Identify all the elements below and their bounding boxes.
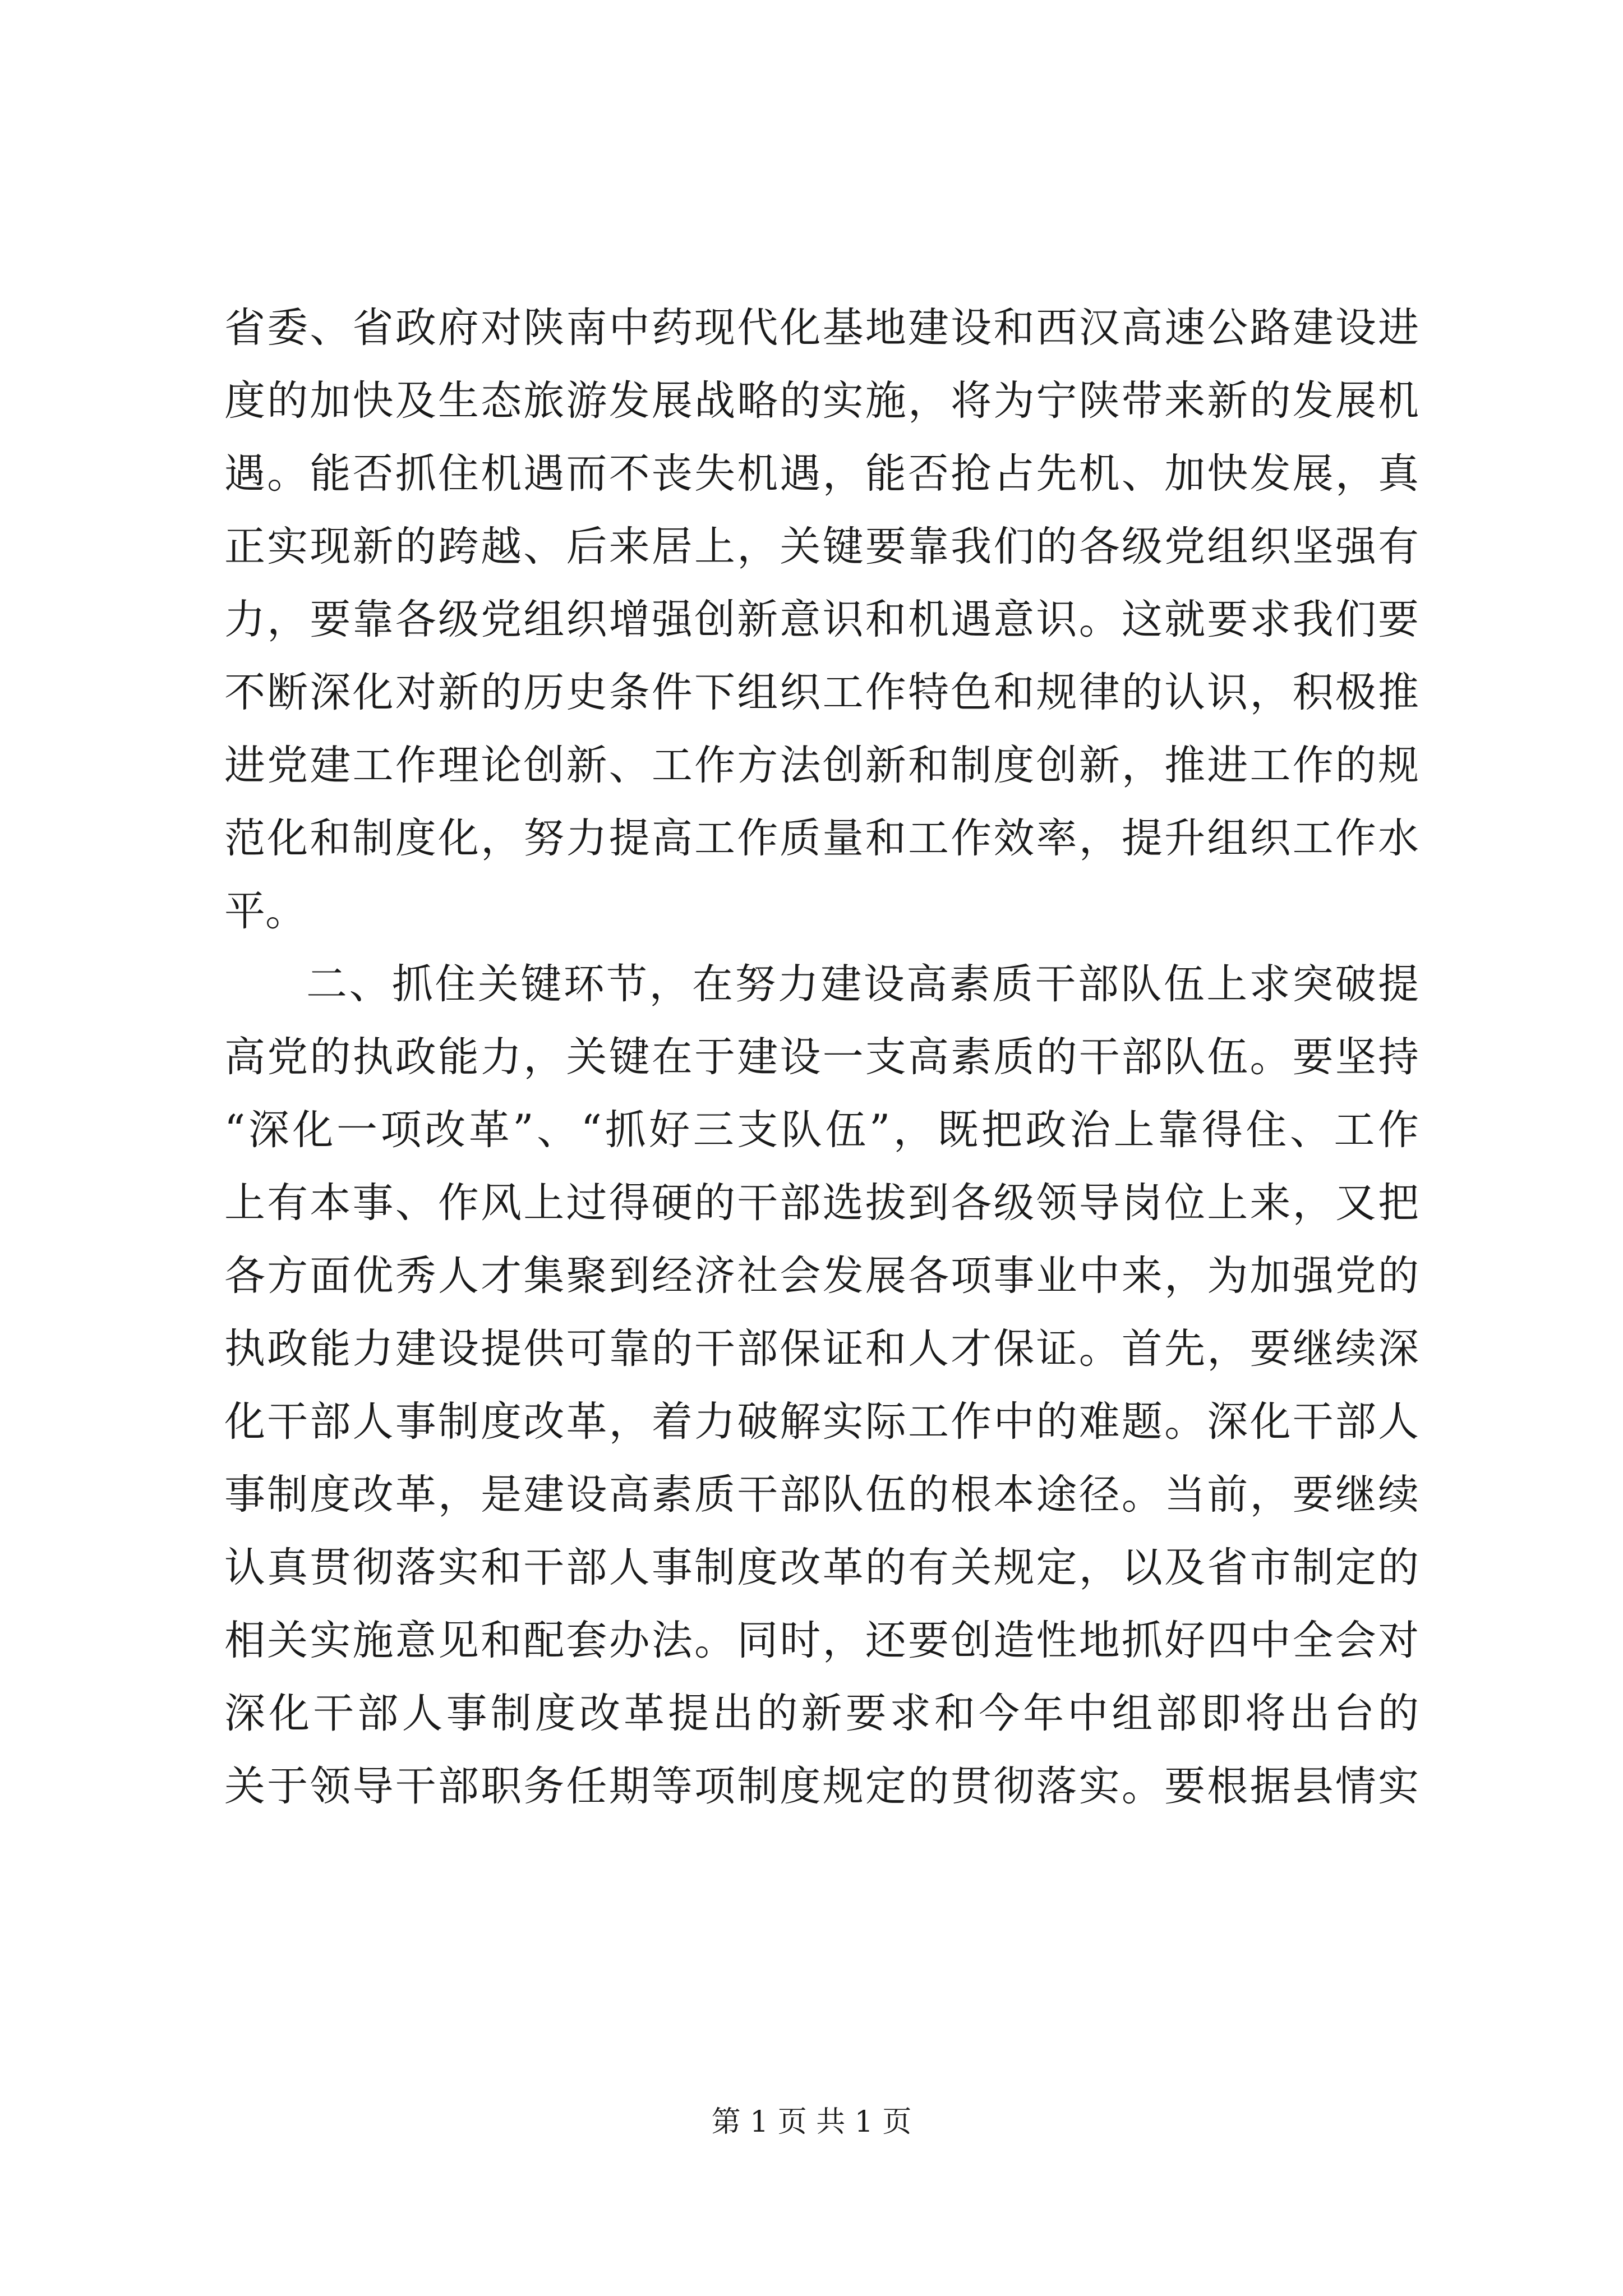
text-line: 力，要靠各级党组织增强创新意识和机遇意识。这就要求我们要	[224, 596, 1419, 643]
text-line: 平。	[224, 887, 306, 935]
text-line: 深化干部人事制度改革提出的新要求和今年中组部即将出台的	[224, 1690, 1419, 1737]
text-line: 化干部人事制度改革，着力破解实际工作中的难题。深化干部人	[224, 1398, 1419, 1446]
text-line: 高党的执政能力，关键在于建设一支高素质的干部队伍。要坚持	[224, 1033, 1419, 1081]
section-heading-line: 二、抓住关键环节，在努力建设高素质干部队伍上求突破提	[306, 960, 1419, 1008]
text-line: 执政能力建设提供可靠的干部保证和人才保证。首先，要继续深	[224, 1325, 1419, 1373]
text-line: 进党建工作理论创新、工作方法创新和制度创新，推进工作的规	[224, 742, 1419, 789]
text-line: 相关实施意见和配套办法。同时，还要创造性地抓好四中全会对	[224, 1617, 1419, 1664]
text-line: 上有本事、作风上过得硬的干部选拔到各级领导岗位上来，又把	[224, 1179, 1419, 1227]
text-line: 范化和制度化，努力提高工作质量和工作效率，提升组织工作水	[224, 815, 1419, 862]
text-line: 度的加快及生态旅游发展战略的实施，将为宁陕带来新的发展机	[224, 377, 1419, 425]
text-line: 各方面优秀人才集聚到经济社会发展各项事业中来，为加强党的	[224, 1252, 1419, 1300]
page-number-footer: 第 1 页 共 1 页	[711, 2105, 912, 2139]
document-body	[224, 292, 1419, 1823]
text-line: 关于领导干部职务任期等项制度规定的贯彻落实。要根据县情实	[224, 1763, 1419, 1810]
text-line: 认真贯彻落实和干部人事制度改革的有关规定，以及省市制定的	[224, 1544, 1419, 1591]
text-line: 不断深化对新的历史条件下组织工作特色和规律的认识，积极推	[224, 669, 1419, 716]
text-line: 事制度改革，是建设高素质干部队伍的根本途径。当前，要继续	[224, 1471, 1419, 1519]
text-line: 遇。能否抓住机遇而不丧失机遇，能否抢占先机、加快发展，真	[224, 450, 1419, 498]
text-line: 省委、省政府对陕南中药现代化基地建设和西汉高速公路建设进	[224, 304, 1419, 352]
text-line: 正实现新的跨越、后来居上，关键要靠我们的各级党组织坚强有	[224, 523, 1419, 570]
text-line: “深化一项改革”、“抓好三支队伍”，既把政治上靠得住、工作	[224, 1106, 1419, 1154]
